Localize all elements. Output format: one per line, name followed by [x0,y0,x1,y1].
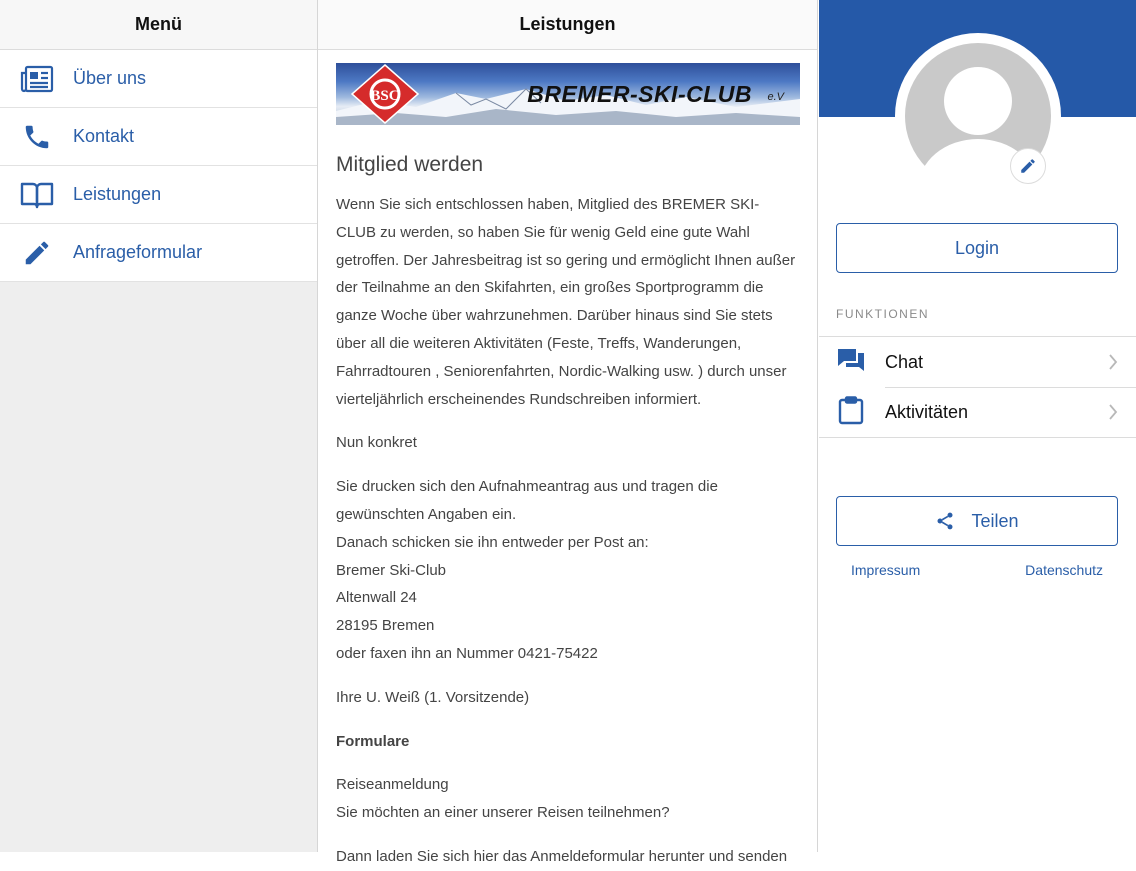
chevron-right-icon [1108,354,1118,375]
pencil-icon [20,236,54,270]
address-name: Bremer Ski-Club [336,561,447,579]
book-icon [20,178,54,212]
banner-suffix: e.V [767,91,784,103]
cutoff-text: Dann laden Sie sich hier das Anmeldeformular herunter und senden [336,847,788,865]
intro-paragraph: Wenn Sie sich entschlossen haben, Mitglied des BREMER SKI-CLUB zu werden, so haben Sie für wenig Geld eine gute Wahl getroffen. Der Jahresbeitrag ist so gering und ermöglicht Ihnen außer der Teilnahme an den Skifahrten, ein großes Sportprogramm die ganze Woche über wahrzunehmen. Darüber hinaus sind Sie stets über all die weiteren Aktivitäten (Feste, Treffs, Wanderungen, Fahrradtouren , Seniorenfahrten, Nordic-Walking usw. ) durch unser vierteljährlich erscheinendes Rundschreiben informiert. [336,196,796,408]
pencil-icon [1019,157,1037,175]
address-city: 28195 Bremen [336,617,435,635]
menu-item-ueber-uns[interactable] [0,50,317,108]
section-label-funktionen: FUNKTIONEN [836,307,929,321]
login-button[interactable]: Login [836,223,1118,273]
function-item-aktivitaeten[interactable] [819,387,1136,437]
share-icon [935,511,955,531]
share-button[interactable] [836,496,1118,546]
function-label: Aktivitäten [885,401,969,422]
instruction-text: Sie drucken sich den Aufnahmeantrag aus und tragen die gewünschten Angaben ein. [336,478,718,523]
newspaper-icon [20,62,54,96]
menu-item-leistungen[interactable] [0,166,317,224]
fax-text: oder faxen ihn an Nummer 0421-75422 [336,644,598,662]
phone-icon [20,120,54,154]
menu-item-label: Über uns [73,68,147,88]
menu-item-label: Anfrageformular [73,242,203,262]
menu-list [0,50,317,282]
menu-panel [0,0,318,852]
functions-list [819,336,1136,438]
menu-item-label: Leistungen [73,184,162,204]
function-item-chat[interactable] [819,337,1136,387]
menu-item-kontakt[interactable] [0,108,317,166]
chevron-right-icon [1108,404,1118,425]
address-street: Altenwall 24 [336,589,417,607]
content-title: Leistungen [318,0,817,50]
formulare-heading: Formulare [336,732,410,750]
share-label: Teilen [971,510,1019,531]
content-panel [318,0,818,865]
menu-title: Menü [0,0,317,50]
function-label: Chat [885,351,924,372]
footer-links [819,562,1136,582]
impressum-link[interactable]: Impressum [851,562,921,578]
clipboard-icon [837,396,865,429]
chat-icon [837,347,865,378]
instruction-text: Danach schicken sie ihn entweder per Post an: [336,533,649,551]
profile-panel [819,0,1136,852]
article-heading: Mitglied werden [336,153,484,176]
svg-text:BSC: BSC [370,88,400,104]
club-banner [336,63,800,125]
signature-text: Ihre U. Weiß (1. Vorsitzende) [336,688,530,706]
reise-title: Reiseanmeldung [336,776,449,794]
menu-item-anfrageformular[interactable] [0,224,317,282]
nun-konkret-text: Nun konkret [336,434,417,452]
banner-title: BREMER-SKI-CLUB [527,81,752,107]
datenschutz-link[interactable]: Datenschutz [1025,562,1103,578]
edit-avatar-button[interactable] [1010,148,1046,184]
article [318,153,817,871]
reise-text: Sie möchten an einer unserer Reisen teilnehmen? [336,804,670,822]
bsc-logo [350,64,420,124]
menu-item-label: Kontakt [73,126,135,146]
